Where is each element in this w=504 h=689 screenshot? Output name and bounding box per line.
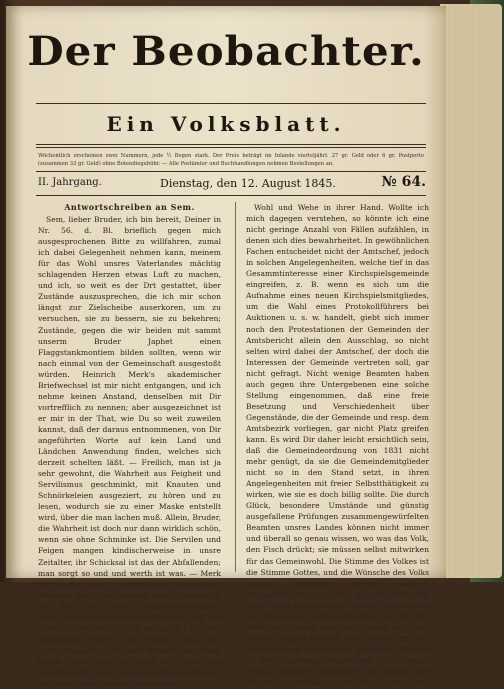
- article-text-left: Sem, lieber Bruder, ich bin bereit, Deiner in Nr. 56. d. Bl. brieflich gegen mich ausgesprochenen Bitte zu willfahren, zumal ich dabei Gelegenheit nehmen kann, meinem für das Wohl unsres Vaterlandes mächtig schlagenden Herzen etwas Luft zu machen, und ich, so weit es der Drt gestattet, über Zustände auszusprechen, die ich mir schon längst zur Zielscheibe auserkoren, um zu versuchen, sie zu bessern, sie zu bekehren; Zustände, gegen die wir beiden mit sammt unserm Bruder Japhet einen Flaggstankmontiem bilden sollten, wenn wir nach einmal von der Gemeinschaft ausgestoßt würden. Heinrich Merk's akademischer Briefwechsel ist mir nicht entgangen, und ich nehme keinen Anstand, denselben mit Dir vortrefflich zu nennen; aber ausgezeichnet ist er mir in der That, wie Du so weit zuweilen kannst, daß der daraus entnommenen, von Dir angeführten Worte auf kein Land und Ländchen Anwendung finden, welches sich derzeit schelten läßt. — Freilich, man ist ja sehr gewohnt, die Wahrheit aus Feigheit und Servilismus geschminkt, mit Knauten und Schnörkeleien ausgeziert, zu hören und zu lesen, wodurch sie zu einer Maske entstellt wird, über die man lachen muß. Allein, Bruder, die Wahrheit ist doch nur dann wirklich schön, wenn sie ohne Schminke ist. Die Servilen und Feigen mangen kindischerweise in unsre Zeitalter, ihr Schicksal ist das der Abfallenden; man sorgt so und und werth ist was. — Merk hat an dem von Dir angeführten Orte meiner Meinung nach die Wahrheit nackt hingestellt, und kein mit unsern Landesverhältnissen näher bekannter Mann wird läugnen, daß des Schriftstellers Worte auch auf unsre Ländchen Anwendung finden. Nun freilich kann man nicht behaupten, daß unsre Beamten die einzig freien Leute. Aber sie sind die Leute, die eigentlich das Land regieren, auf ihren Bericht muß man fußen, und am Ende steht: [38, 215, 221, 689]
- issue-date: Dienstag, den 12. August 1845.: [160, 177, 336, 190]
- article-column-left: [38, 202, 221, 689]
- page-stack-edge: [440, 4, 502, 578]
- article-column-right: [246, 202, 429, 688]
- masthead-title: Der Beobachter.: [27, 28, 425, 75]
- issue-dateline: [38, 174, 426, 194]
- article-heading: Antwortschreiben an Sem.: [64, 202, 195, 212]
- masthead-rule-middle: [36, 144, 426, 145]
- newspaper-page: [6, 6, 446, 689]
- column-divider: [235, 202, 236, 572]
- subscription-info: Wöchentlich erscheinen zwei Nummern, jede ½ Bogen stark. Der Preis beträgt im Inlande vierteljährl. 27 gr. Geld oder 6 gr. Postporto (zusammen 33 gr. Geld) ohne Botendiegebühr. — Alle Postämter und Buchhandlungen nehmen Bestellungen an.: [38, 153, 424, 167]
- masthead-rule-top: [36, 103, 426, 104]
- article-text-right: Wohl und Wehe in ihrer Hand. Wollte ich mich dagegen verstehen, so könnte ich eine nicht geringe Anzahl von Fällen aufzählen, in denen sich dies bewahrheitet. In gewöhnlichen Fachen entscheidet nicht der Amtschef, jedoch in solchen Angelegenheiten, welche tief in das Gesammtinteresse einer Kirchspielsgemeinde eingreifen, z. B. wenn es sich um die Aufnahme eines neuen Kirchspielsmitgliedes, um die Wahl eines Protokollführers bei Auktionen u. s. w. handelt, giebt sich immer noch den Protestationen der Gemeinden der Amtsbericht allein den Ausschlag, so nicht selten wird dabei der Amtschef, der doch die Interessen der Gemeinde vertreten soll, gar nicht gefragt. Nicht wenige Beamten haben auch gegen ihre Untergebenen eine solche Stellung eingenommen, daß eine freie Besetzung und Verschiedenheit über Gegenstände, die der Gemeinde und resp. dem Amtsbezirk vorliegen, gar nicht Platz greifen kann. Es wird Dir daher leicht ersichtlich sein, daß die Gemeindeordnung von 1831 nicht mehr genügt, da sie die Gemeindemitglieder nicht so in den Stand setzt, in ihren Angelegenheiten mit freier Selbstthätigkeit zu wirken, wie sie es doch billig sollte. Die durch Glück, besondere Umstände und günstig ausgefallene Prüfungen zusammengewürfelten Beamten unsres Landes können nicht immer und überall so genau wissen, wo was das Volk, den Fisch drückt; sie müssen selbst mitwirken für das Gemeinwohl. Die Stimme des Volkes ist die Stimme Gottes, und die Wünsche des Volks müssen diejenigen gelernt machen. Wenngleich es sich nicht leugnen läßt, daß unser Land sehr tüchtige Männer aufzuweisen hat, die beste Stellen bekleiden und die das Wohl des Volkes wie ihr eigenes im Auge haben, so giebt es doch auch manche mit den mannigfachen Ränken und geistigen Mängeln in den Landesangelegenheiten nicht genau genug bekannte Staatsdiener, die indem ihre Stellung zu verkennen scheinen, und dies weit: [246, 203, 429, 688]
- masthead-rule-double: [36, 147, 426, 148]
- issue-volume: II. Jahrgang.: [38, 177, 102, 188]
- dateline-rule: [36, 195, 426, 196]
- info-rule: [36, 171, 426, 172]
- issue-number: № 64.: [381, 174, 426, 190]
- masthead-subtitle: Ein Volksblatt.: [106, 112, 346, 136]
